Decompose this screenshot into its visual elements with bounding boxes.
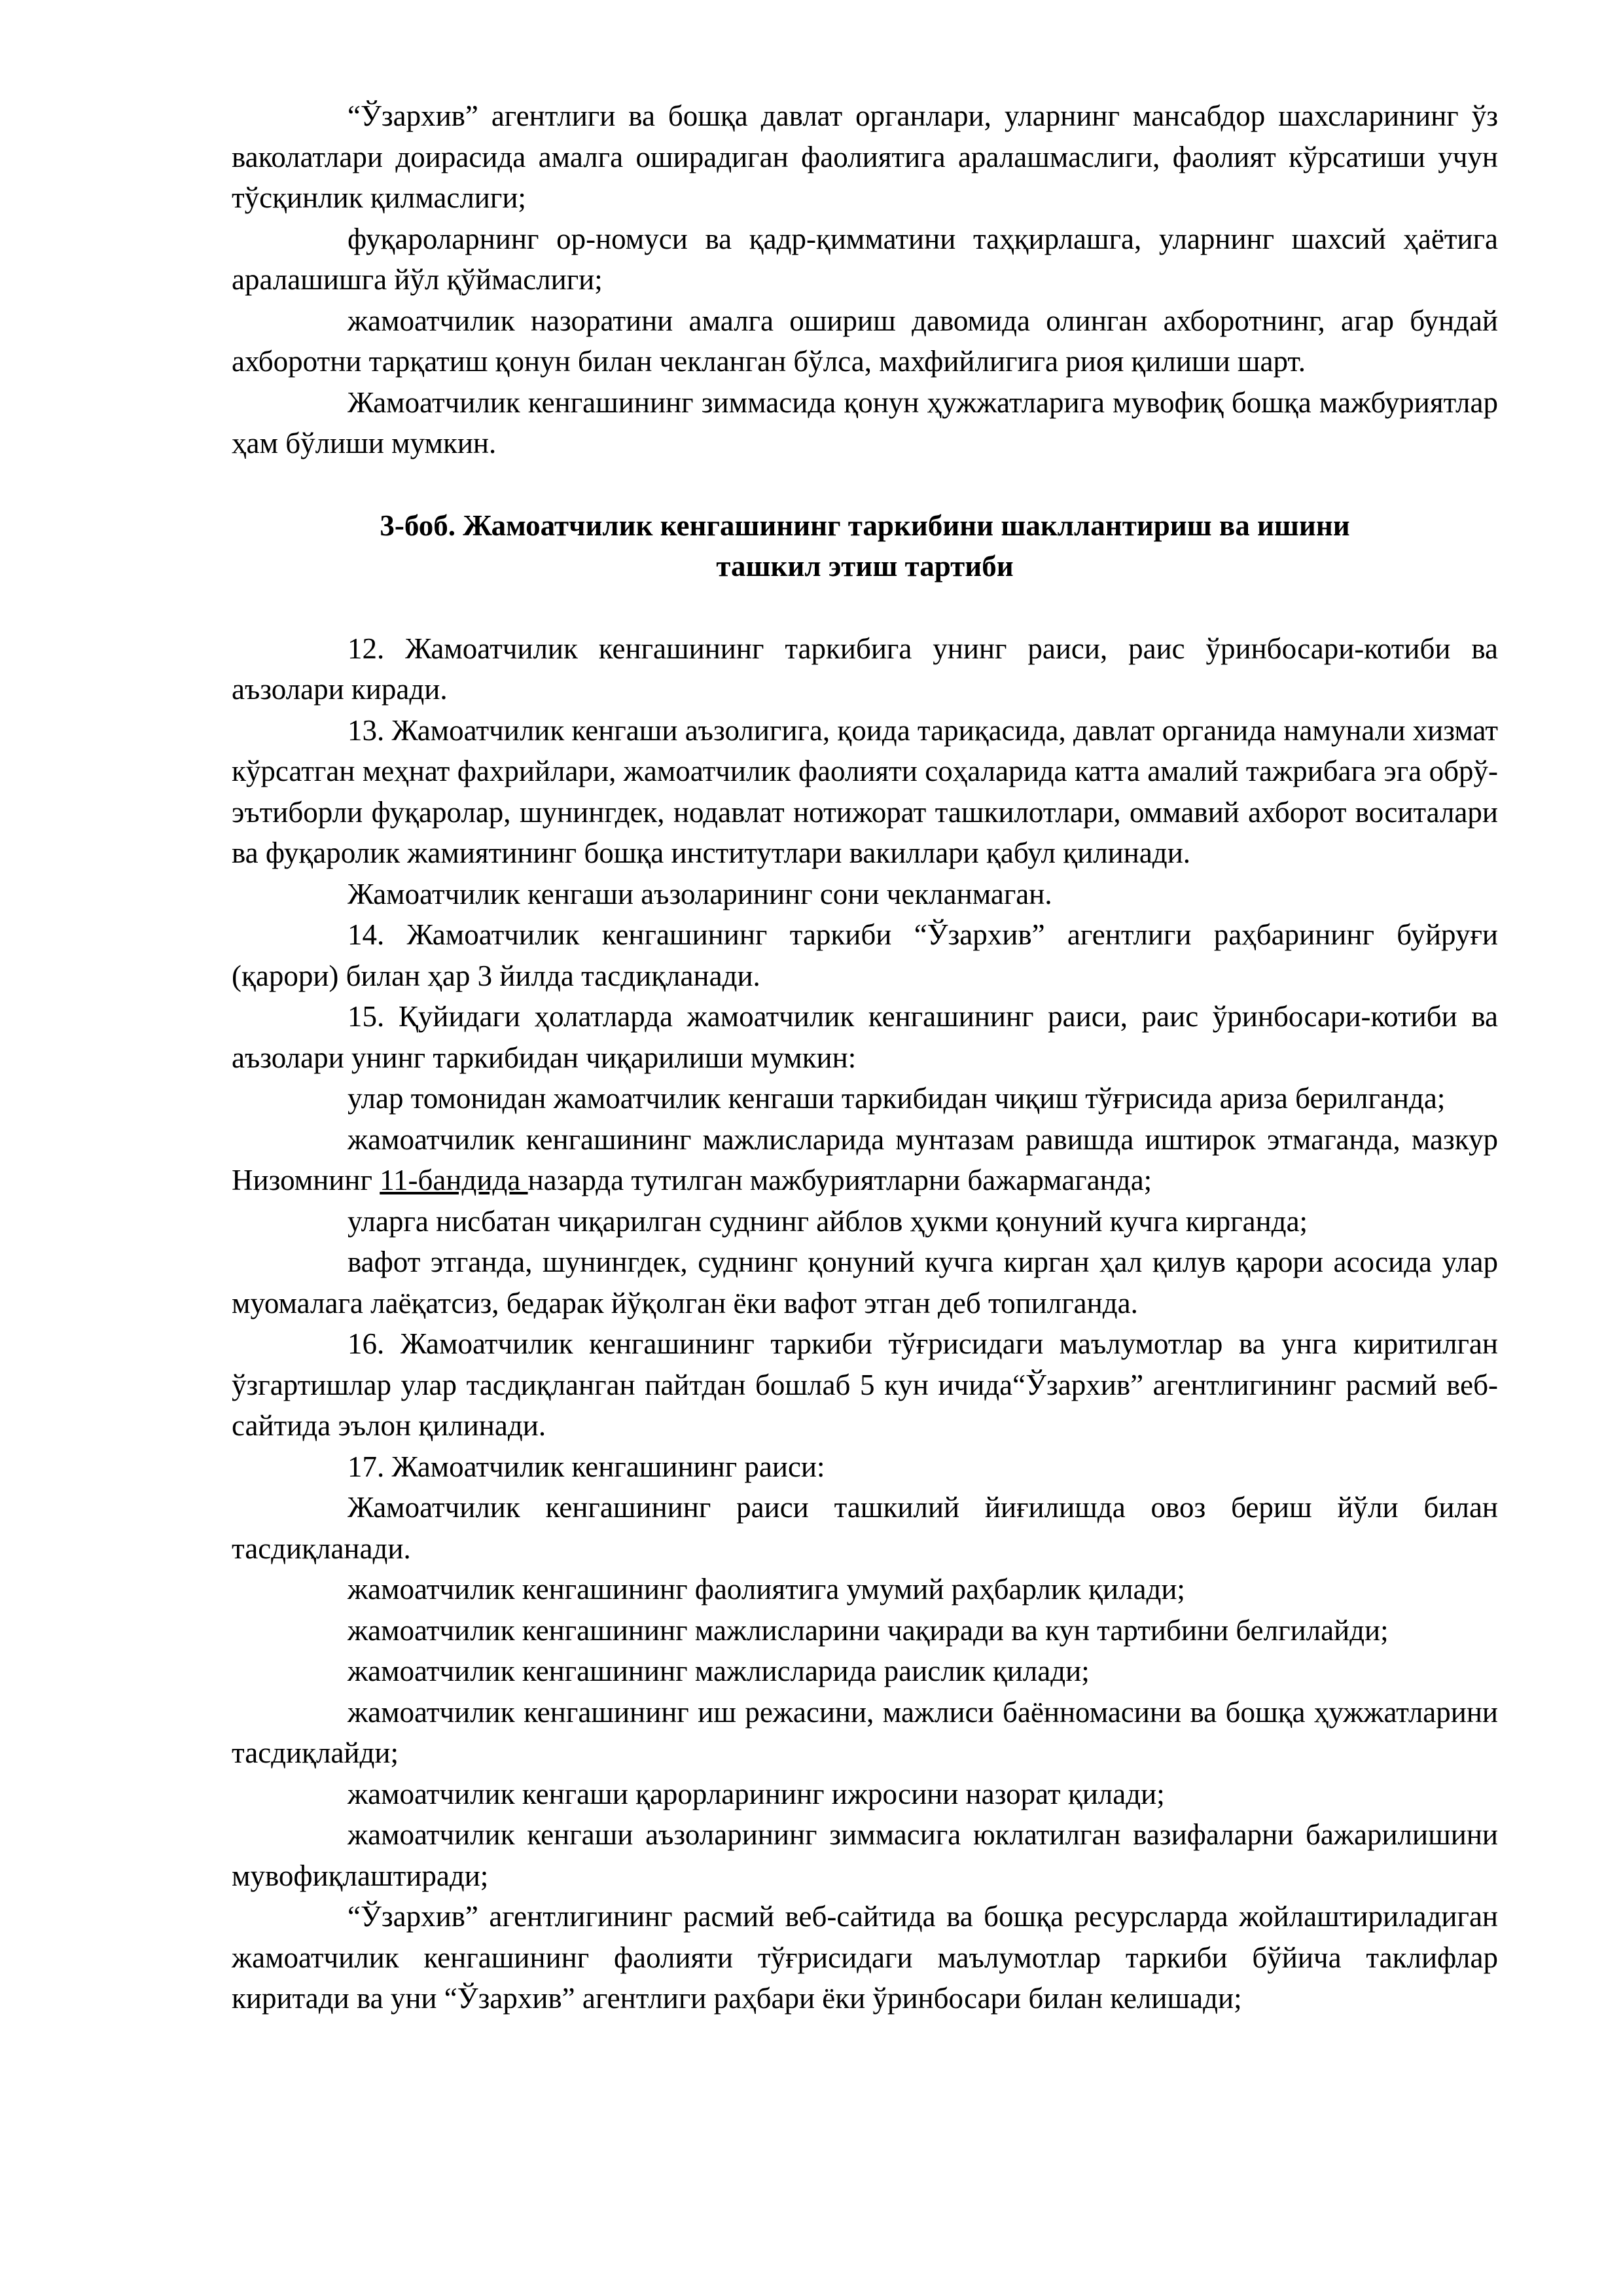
chapter-heading-line-1: 3-боб. Жамоатчилик кенгашининг таркибини шакллантириш ва ишини (380, 509, 1350, 542)
document-page (232, 96, 1498, 2019)
paragraph: жамоатчилик кенгаши қарорларининг ижросини назорат қилади; (348, 1777, 1165, 1810)
paragraph: фуқароларнинг ор-номуси ва қадр-қимматини таҳқирлашга, уларнинг шахсий ҳаётига аралашишга йўл қўймаслиги; (232, 222, 1498, 296)
paragraph: улар томонидан жамоатчилик кенгаши таркибидан чиқиш тўғрисида ариза берилганда; (348, 1082, 1446, 1115)
paragraph: “Ўзархив” агентлигининг расмий веб-сайтида ва бошқа ресурсларда жойлаштириладиган жамоатчилик кенгашининг фаолияти тўғрисидаги маълумотлар таркиби бўйича таклифлар киритади ва уни “Ўзархив” агентлиги раҳбари ёки ўринбосари билан келишади; (232, 1900, 1498, 2015)
paragraph-text: назарда тутилган мажбуриятларни бажармаганда; (527, 1164, 1152, 1196)
paragraph: “Ўзархив” агентлиги ва бошқа давлат органлари, уларнинг мансабдор шахсларининг ўз ваколатлари доирасида амалга оширадиган фаолиятига аралашмаслиги, фаолият кўрсатиши учун тўсқинлик қилмаслиги; (232, 99, 1498, 214)
paragraph: жамоатчилик кенгашининг мажлисларини чақиради ва кун тартибини белгилайди; (348, 1613, 1389, 1647)
paragraph: жамоатчилик кенгашининг фаолиятига умумий раҳбарлик қилади; (348, 1573, 1185, 1605)
paragraph-item-15: 15. Қуйидаги ҳолатларда жамоатчилик кенгашининг раиси, раис ўринбосари-котиби ва аъзолари унинг таркибидан чиқарилиши мумкин: (232, 1000, 1498, 1074)
paragraph: вафот этганда, шунингдек, суднинг қонуний кучга кирган ҳал қилув қарори асосида улар муомалага лаёқатсиз, бедарак йўқолган ёки вафот этган деб топилганда. (232, 1246, 1498, 1319)
paragraph: Жамоатчилик кенгашининг зиммасида қонун ҳужжатларига мувофиқ бошқа мажбуриятлар ҳам бўлиши мумкин. (232, 386, 1498, 459)
paragraph: жамоатчилик назоратини амалга ошириш давомида олинган ахборотнинг, агар бундай ахборотни тарқатиш қонун билан чекланган бўлса, махфийлигига риоя қилиши шарт. (232, 304, 1498, 378)
paragraph-text: жамоатчилик кенгашининг мажлисларида мунтазам равишда иштирок этмаганда, мазкур Низомнинг (232, 1122, 1498, 1196)
paragraph: жамоатчилик кенгашининг иш режасини, мажлиси баённомасини ва бошқа ҳужжатларини тасдиқлайди; (232, 1695, 1498, 1769)
paragraph-item-12: 12. Жамоатчилик кенгашининг таркибига унинг раиси, раис ўринбосари-котиби ва аъзолари киради. (232, 632, 1498, 706)
paragraph-with-link (232, 1119, 1498, 1201)
paragraph: жамоатчилик кенгаши аъзоларининг зиммасига юклатилган вазифаларни бажарилишини мувофиқлаштиради; (232, 1818, 1498, 1892)
paragraph-item-16: 16. Жамоатчилик кенгашининг таркиби тўғрисидаги маълумотлар ва унга киритилган ўзгартишлар улар тасдиқланган пайтдан бошлаб 5 кун ичида“Ўзархив” агентлигининг расмий веб-сайтида эълон қилинади. (232, 1327, 1498, 1442)
paragraph: жамоатчилик кенгашининг мажлисларида раислик қилади; (348, 1655, 1090, 1687)
paragraph: Жамоатчилик кенгаши аъзоларининг сони чекланмаган. (348, 877, 1052, 910)
paragraph: уларга нисбатан чиқарилган суднинг айблов ҳукми қонуний кучга кирганда; (348, 1204, 1308, 1238)
paragraph-item-14: 14. Жамоатчилик кенгашининг таркиби “Ўзархив” агентлиги раҳбарининг буйруғи (қарори) билан ҳар 3 йилда тасдиқланади. (232, 918, 1498, 992)
clause-11-link[interactable]: 11-бандида (380, 1164, 528, 1196)
chapter-heading-line-2: ташкил этиш тартиби (716, 550, 1014, 583)
paragraph-item-13: 13. Жамоатчилик кенгаши аъзолигига, қоида тариқасида, давлат органида намунали хизмат кўрсатган меҳнат фахрийлари, жамоатчилик фаолияти соҳаларида катта амалий тажрибага эга обрў-эътиборли фуқаролар, шунингдек, нодавлат нотижорат ташкилотлари, оммавий ахборот воситалари ва фуқаролик жамиятининг бошқа институтлари вакиллари қабул қилинади. (232, 713, 1499, 869)
paragraph: Жамоатчилик кенгашининг раиси ташкилий йиғилишда овоз бериш йўли билан тасдиқланади. (232, 1491, 1498, 1565)
chapter-heading (232, 505, 1498, 587)
paragraph-item-17: 17. Жамоатчилик кенгашининг раиси: (348, 1450, 825, 1483)
